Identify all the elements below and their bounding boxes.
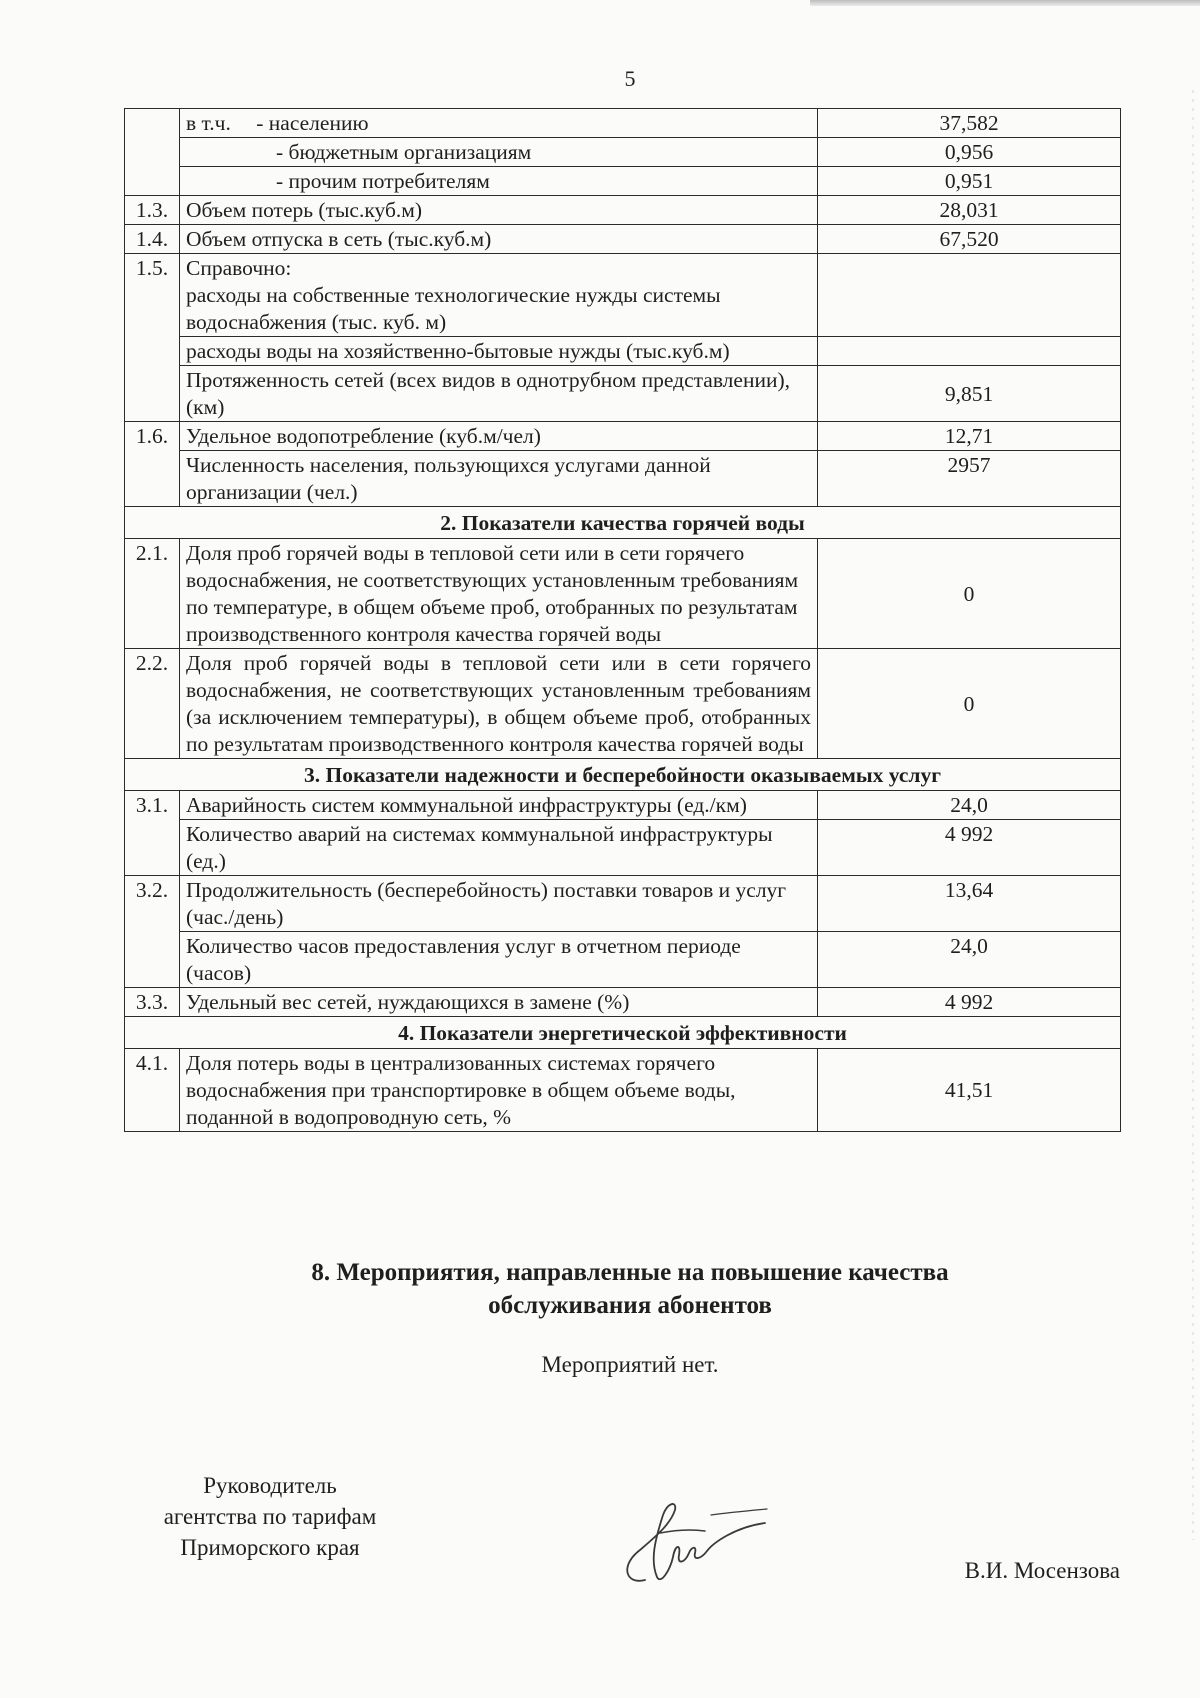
- row-value: [818, 337, 1121, 366]
- row-label-text: расходы на собственные технологические нужды системы водоснабжения (тыс. куб. м): [186, 283, 721, 334]
- row-number: 3.2.: [125, 876, 180, 988]
- table-row: [125, 539, 1121, 649]
- row-value: 0,951: [818, 167, 1121, 196]
- row-label: Протяженность сетей (всех видов в однотрубном представлении), (км): [180, 366, 818, 422]
- table-row: [125, 138, 1121, 167]
- row-number: 2.1.: [125, 539, 180, 649]
- row-value: 24,0: [818, 932, 1121, 988]
- row-label: Доля проб горячей воды в тепловой сети или в сети горячего водоснабжения, не соответствующих установленным требованиям по температуре, в общем объеме проб, отобранных по результатам производственного контроля качества горячей воды: [180, 539, 818, 649]
- row-label: Количество аварий на системах коммунальной инфраструктуры (ед.): [180, 820, 818, 876]
- row-number: 1.6.: [125, 422, 180, 507]
- row-label: Доля потерь воды в централизованных системах горячего водоснабжения при транспортировке в общем объеме воды, поданной в водопроводную сеть, %: [180, 1049, 818, 1132]
- row-label-prefix: в т.ч.: [186, 111, 231, 135]
- table-row: [125, 109, 1121, 138]
- row-number: 3.1.: [125, 791, 180, 876]
- section-heading: 2. Показатели качества горячей воды: [125, 507, 1121, 539]
- row-label: Численность населения, пользующихся услугами данной организации (чел.): [180, 451, 818, 507]
- row-label: Объем потерь (тыс.куб.м): [180, 196, 818, 225]
- row-label: [180, 109, 818, 138]
- row-value: 28,031: [818, 196, 1121, 225]
- section-heading: 3. Показатели надежности и бесперебойности оказываемых услуг: [125, 759, 1121, 791]
- row-number: 1.5.: [125, 254, 180, 422]
- row-value: 13,64: [818, 876, 1121, 932]
- row-number: 4.1.: [125, 1049, 180, 1132]
- row-number: 3.3.: [125, 988, 180, 1017]
- table-row: [125, 451, 1121, 507]
- table-row: [125, 649, 1121, 759]
- row-label: Удельное водопотребление (куб.м/чел): [180, 422, 818, 451]
- row-value: 2957: [818, 451, 1121, 507]
- table-row: [125, 1049, 1121, 1132]
- signatory-role: [120, 1470, 420, 1563]
- row-label: Объем отпуска в сеть (тыс.куб.м): [180, 225, 818, 254]
- signatory-role-line: Руководитель: [203, 1473, 337, 1498]
- row-label: [180, 167, 818, 196]
- scan-side-mark: [1192, 90, 1194, 1540]
- row-value: 0: [818, 649, 1121, 759]
- section-8-heading: [200, 1256, 1060, 1322]
- row-label: [180, 254, 818, 337]
- row-value: 0,956: [818, 138, 1121, 167]
- row-number: [125, 109, 180, 196]
- row-label-text: - населению: [256, 111, 369, 135]
- row-value: 37,582: [818, 109, 1121, 138]
- section-8-heading-line: 8. Мероприятия, направленные на повышение качества: [311, 1259, 949, 1286]
- table-row: [125, 422, 1121, 451]
- table-row: [125, 988, 1121, 1017]
- row-label-heading: Справочно:: [186, 256, 292, 280]
- section-row: [125, 1017, 1121, 1049]
- row-value: 24,0: [818, 791, 1121, 820]
- row-label: Продолжительность (бесперебойность) поставки товаров и услуг (час./день): [180, 876, 818, 932]
- row-value: 67,520: [818, 225, 1121, 254]
- row-label: Доля проб горячей воды в тепловой сети или в сети горячего водоснабжения, не соответствующих установленным требованиям (за исключением температуры), в общем объеме проб, отобранных по результатам производственного контроля качества горячей воды: [180, 649, 818, 759]
- row-value: 0: [818, 539, 1121, 649]
- signatory-role-line: Приморского края: [180, 1535, 360, 1560]
- row-value: 41,51: [818, 1049, 1121, 1132]
- row-value: 9,851: [818, 366, 1121, 422]
- row-number: 1.4.: [125, 225, 180, 254]
- table-row: [125, 366, 1121, 422]
- row-number: 2.2.: [125, 649, 180, 759]
- table-row: [125, 254, 1121, 337]
- row-label-text: - бюджетным организациям: [276, 140, 532, 164]
- row-label: Удельный вес сетей, нуждающихся в замене (%): [180, 988, 818, 1017]
- signatory-role-line: агентства по тарифам: [163, 1504, 377, 1529]
- table-row: [125, 167, 1121, 196]
- table-row: [125, 337, 1121, 366]
- table-row: [125, 791, 1121, 820]
- row-value: 12,71: [818, 422, 1121, 451]
- row-label: расходы воды на хозяйственно-бытовые нужды (тыс.куб.м): [180, 337, 818, 366]
- table-row: [125, 820, 1121, 876]
- row-value: 4 992: [818, 988, 1121, 1017]
- signatory-name: В.И. Мосензова: [964, 1558, 1120, 1583]
- scan-edge: [810, 0, 1200, 6]
- section-heading: 4. Показатели энергетической эффективности: [125, 1017, 1121, 1049]
- table-row: [125, 932, 1121, 988]
- table-row: [125, 876, 1121, 932]
- handwritten-signature: [615, 1485, 775, 1600]
- table-row: [125, 196, 1121, 225]
- indicators-table: [124, 108, 1121, 1132]
- row-label: [180, 138, 818, 167]
- section-8-heading-line: обслуживания абонентов: [488, 1292, 772, 1319]
- row-label: Аварийность систем коммунальной инфраструктуры (ед./км): [180, 791, 818, 820]
- row-label: Количество часов предоставления услуг в отчетном периоде (часов): [180, 932, 818, 988]
- section-row: [125, 759, 1121, 791]
- row-label-text: - прочим потребителям: [276, 169, 490, 193]
- page-number: 5: [624, 66, 636, 91]
- row-value: [818, 254, 1121, 337]
- row-number: 1.3.: [125, 196, 180, 225]
- section-row: [125, 507, 1121, 539]
- row-value: 4 992: [818, 820, 1121, 876]
- section-8-text: Мероприятий нет.: [541, 1352, 719, 1377]
- table-row: [125, 225, 1121, 254]
